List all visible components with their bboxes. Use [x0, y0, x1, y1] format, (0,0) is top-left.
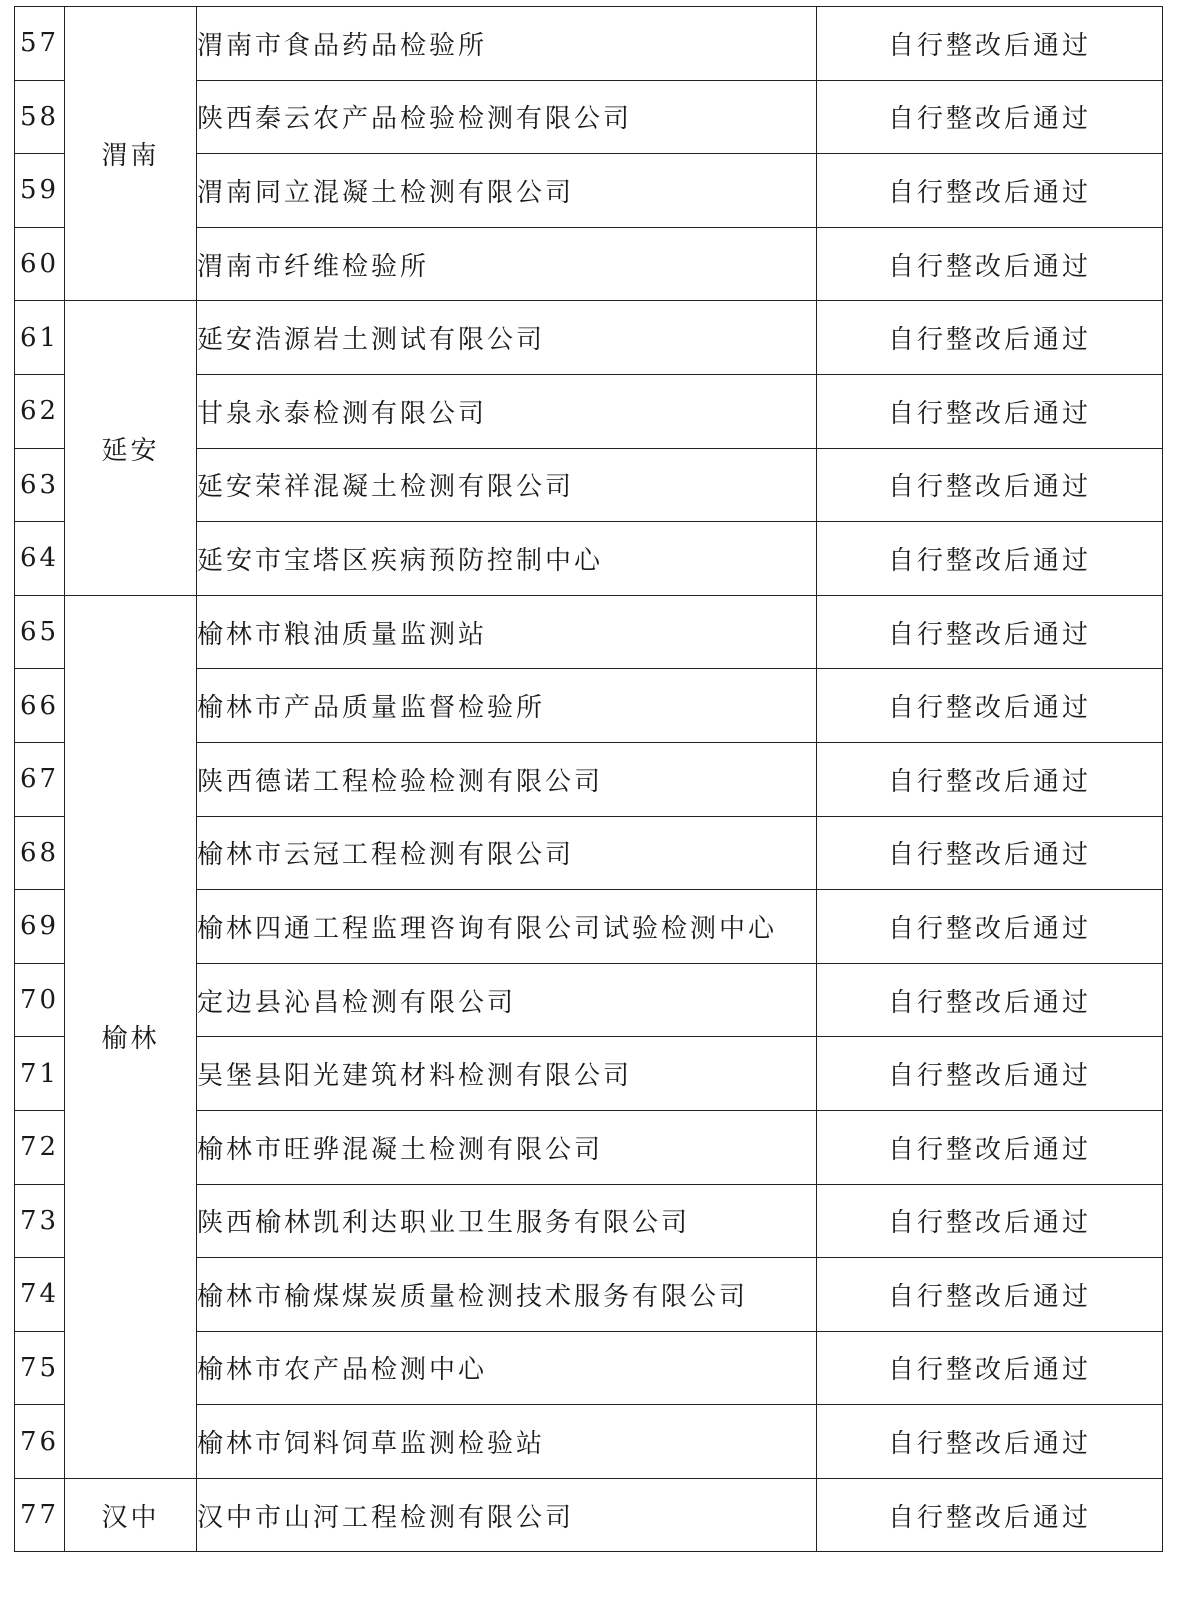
region-cell: 延安: [65, 301, 197, 595]
row-number: 68: [15, 816, 65, 890]
inspection-result: 自行整改后通过: [817, 1037, 1163, 1111]
table-row: [15, 301, 1163, 375]
row-number: 77: [15, 1478, 65, 1552]
institution-name: 延安荣祥混凝土检测有限公司: [197, 448, 817, 522]
institution-name: 定边县沁昌检测有限公司: [197, 963, 817, 1037]
inspection-result: 自行整改后通过: [817, 890, 1163, 964]
inspection-result: 自行整改后通过: [817, 595, 1163, 669]
row-number: 62: [15, 374, 65, 448]
inspection-result: 自行整改后通过: [817, 374, 1163, 448]
institution-name: 渭南同立混凝土检测有限公司: [197, 154, 817, 228]
institution-name: 榆林市榆煤煤炭质量检测技术服务有限公司: [197, 1258, 817, 1332]
row-number: 59: [15, 154, 65, 228]
row-number: 70: [15, 963, 65, 1037]
row-number: 71: [15, 1037, 65, 1111]
row-number: 61: [15, 301, 65, 375]
row-number: 65: [15, 595, 65, 669]
table-row: [15, 7, 1163, 81]
row-number: 58: [15, 80, 65, 154]
institution-name: 渭南市食品药品检验所: [197, 7, 817, 81]
inspection-result: 自行整改后通过: [817, 669, 1163, 743]
row-number: 67: [15, 742, 65, 816]
inspection-result: 自行整改后通过: [817, 448, 1163, 522]
inspection-result: 自行整改后通过: [817, 1331, 1163, 1405]
row-number: 75: [15, 1331, 65, 1405]
institution-name: 榆林四通工程监理咨询有限公司试验检测中心: [197, 890, 817, 964]
row-number: 72: [15, 1110, 65, 1184]
region-cell: 汉中: [65, 1478, 197, 1552]
institution-name: 汉中市山河工程检测有限公司: [197, 1478, 817, 1552]
institution-name: 榆林市云冠工程检测有限公司: [197, 816, 817, 890]
row-number: 60: [15, 227, 65, 301]
row-number: 57: [15, 7, 65, 81]
institution-name: 陕西榆林凯利达职业卫生服务有限公司: [197, 1184, 817, 1258]
row-number: 69: [15, 890, 65, 964]
region-cell: 渭南: [65, 7, 197, 301]
region-cell: 榆林: [65, 595, 197, 1478]
row-number: 74: [15, 1258, 65, 1332]
institution-name: 渭南市纤维检验所: [197, 227, 817, 301]
table-row: [15, 1478, 1163, 1552]
institution-name: 榆林市农产品检测中心: [197, 1331, 817, 1405]
inspection-result: 自行整改后通过: [817, 1405, 1163, 1479]
row-number: 63: [15, 448, 65, 522]
inspection-result: 自行整改后通过: [817, 227, 1163, 301]
inspection-result: 自行整改后通过: [817, 963, 1163, 1037]
inspection-result: 自行整改后通过: [817, 1478, 1163, 1552]
inspection-result: 自行整改后通过: [817, 742, 1163, 816]
institution-name: 吴堡县阳光建筑材料检测有限公司: [197, 1037, 817, 1111]
row-number: 64: [15, 522, 65, 596]
row-number: 76: [15, 1405, 65, 1479]
row-number: 73: [15, 1184, 65, 1258]
row-number: 66: [15, 669, 65, 743]
institution-name: 榆林市粮油质量监测站: [197, 595, 817, 669]
institution-name: 榆林市产品质量监督检验所: [197, 669, 817, 743]
inspection-result: 自行整改后通过: [817, 301, 1163, 375]
inspection-result: 自行整改后通过: [817, 7, 1163, 81]
inspection-results-table: [14, 6, 1163, 1552]
inspection-result: 自行整改后通过: [817, 154, 1163, 228]
inspection-result: 自行整改后通过: [817, 522, 1163, 596]
institution-name: 甘泉永泰检测有限公司: [197, 374, 817, 448]
institution-name: 延安浩源岩土测试有限公司: [197, 301, 817, 375]
inspection-result: 自行整改后通过: [817, 816, 1163, 890]
institution-name: 延安市宝塔区疾病预防控制中心: [197, 522, 817, 596]
institution-name: 陕西德诺工程检验检测有限公司: [197, 742, 817, 816]
institution-name: 陕西秦云农产品检验检测有限公司: [197, 80, 817, 154]
inspection-result: 自行整改后通过: [817, 1110, 1163, 1184]
inspection-result: 自行整改后通过: [817, 1184, 1163, 1258]
institution-name: 榆林市饲料饲草监测检验站: [197, 1405, 817, 1479]
table-row: [15, 595, 1163, 669]
inspection-result: 自行整改后通过: [817, 1258, 1163, 1332]
institution-name: 榆林市旺骅混凝土检测有限公司: [197, 1110, 817, 1184]
inspection-result: 自行整改后通过: [817, 80, 1163, 154]
table-body: [15, 7, 1163, 1552]
